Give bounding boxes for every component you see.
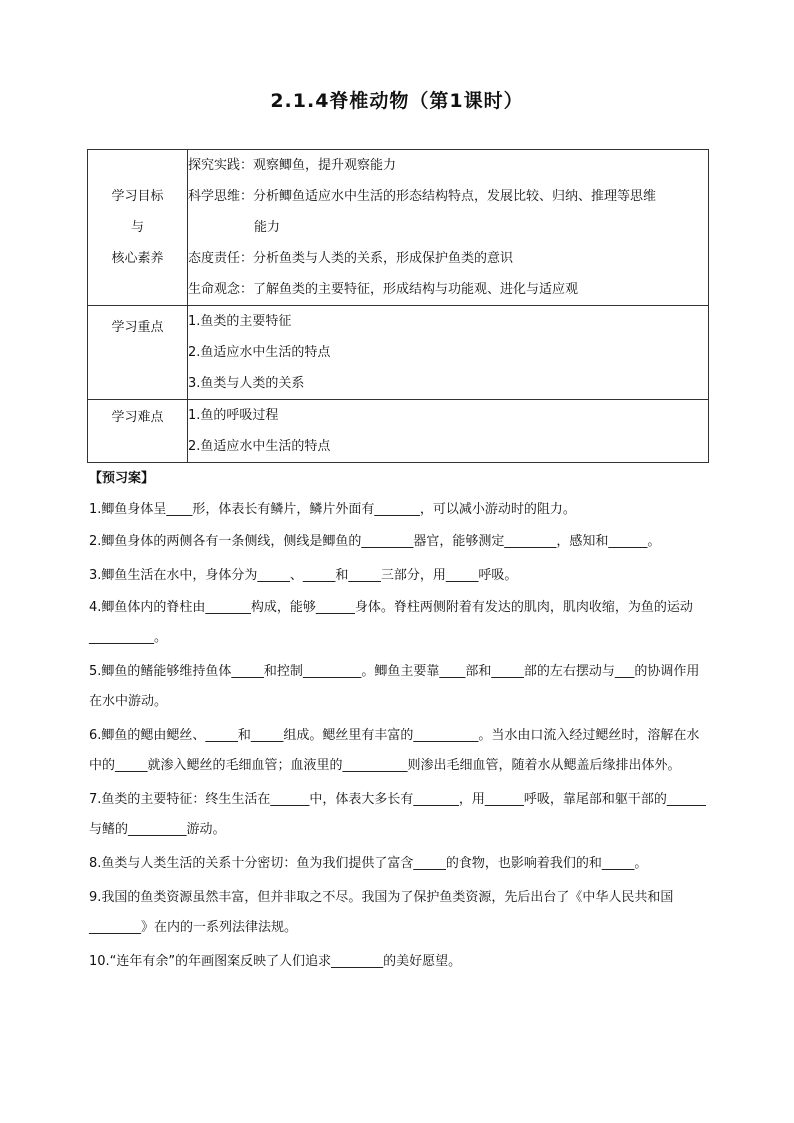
difficulties-content xyxy=(188,400,709,463)
key-point-item: 3.鱼类与人类的关系 xyxy=(188,376,305,391)
preview-question: 2.鲫鱼身体的两侧各有一条侧线，侧线是鲫鱼的________器官，能够测定________，感知和______。 xyxy=(89,534,661,549)
key-points-label-text: 学习重点 xyxy=(111,320,164,335)
objective-line: 探究实践：观察鲫鱼，提升观察能力 xyxy=(188,158,397,173)
preview-question: 5.鲫鱼的鳍能够维持鱼体_____和控制_________。鲫鱼主要靠____部和_____部的左右摆动与___的协调作用在水中游动。 xyxy=(89,664,700,709)
difficulties-label xyxy=(88,400,188,463)
key-points-row xyxy=(88,306,709,400)
difficulty-item: 1.鱼的呼吸过程 xyxy=(188,408,279,423)
preview-question: 3.鲫鱼生活在水中，身体分为_____、_____和_____三部分，用_____呼吸。 xyxy=(89,568,518,583)
objective-line: 科学思维：分析鲫鱼适应水中生活的形态结构特点，发展比较、归纳、推理等思维 xyxy=(188,189,657,204)
key-points-content xyxy=(188,306,709,400)
preview-section xyxy=(89,467,711,979)
objectives-content xyxy=(188,150,709,306)
objective-line: 能力 xyxy=(254,220,281,235)
preview-question: 10.“连年有余”的年画图案反映了人们追求________的美好愿望。 xyxy=(89,954,462,969)
preview-question: 4.鲫鱼体内的脊柱由_______构成，能够______身体。脊柱两侧附着有发达的肌肉，肌肉收缩，为鱼的运动__________。 xyxy=(89,600,693,645)
objectives-label-line: 学习目标 xyxy=(111,189,164,204)
key-point-item: 1.鱼类的主要特征 xyxy=(188,314,292,329)
key-point-item: 2.鱼适应水中生活的特点 xyxy=(188,345,331,360)
objectives-row xyxy=(88,150,709,306)
difficulties-row xyxy=(88,400,709,463)
preview-question: 9.我国的鱼类资源虽然丰富，但并非取之不尽。我国为了保护鱼类资源，先后出台了《中华人民共和国________》在内的一系列法律法规。 xyxy=(89,890,674,935)
preview-heading: 【预习案】 xyxy=(89,471,155,486)
objectives-label-line: 核心素养 xyxy=(111,251,164,266)
key-points-label xyxy=(88,306,188,400)
preview-question: 7.鱼类的主要特征：终生生活在______中，体表大多长有_______，用______呼吸，靠尾部和躯干部的______与鳍的_________游动。 xyxy=(89,792,706,837)
page-title: 2.1.4脊椎动物（第1课时） xyxy=(270,90,524,112)
preview-question: 6.鲫鱼的鳃由鳃丝、_____和_____组成。鳃丝里有丰富的__________。当水由口流入经过鳃丝时，溶解在水中的_____就渗入鳃丝的毛细血管；血液里的__________则渗出毛细血管，随着水从鳃盖后缘排出体外。 xyxy=(89,728,700,773)
preview-question: 8.鱼类与人类生活的关系十分密切：鱼为我们提供了富含_____的食物，也影响着我们的和_____。 xyxy=(89,856,648,871)
objectives-label-line: 与 xyxy=(130,220,144,235)
objective-line: 生命观念：了解鱼类的主要特征，形成结构与功能观、进化与适应观 xyxy=(188,282,579,297)
preview-question: 1.鲫鱼身体呈____形，体表长有鳞片，鳞片外面有_______，可以减小游动时的阻力。 xyxy=(89,502,576,517)
difficulties-label-text: 学习难点 xyxy=(111,410,164,425)
objective-line: 态度责任：分析鱼类与人类的关系，形成保护鱼类的意识 xyxy=(188,251,514,266)
objectives-table xyxy=(87,149,709,463)
difficulty-item: 2.鱼适应水中生活的特点 xyxy=(188,439,331,454)
objectives-label xyxy=(88,150,188,306)
